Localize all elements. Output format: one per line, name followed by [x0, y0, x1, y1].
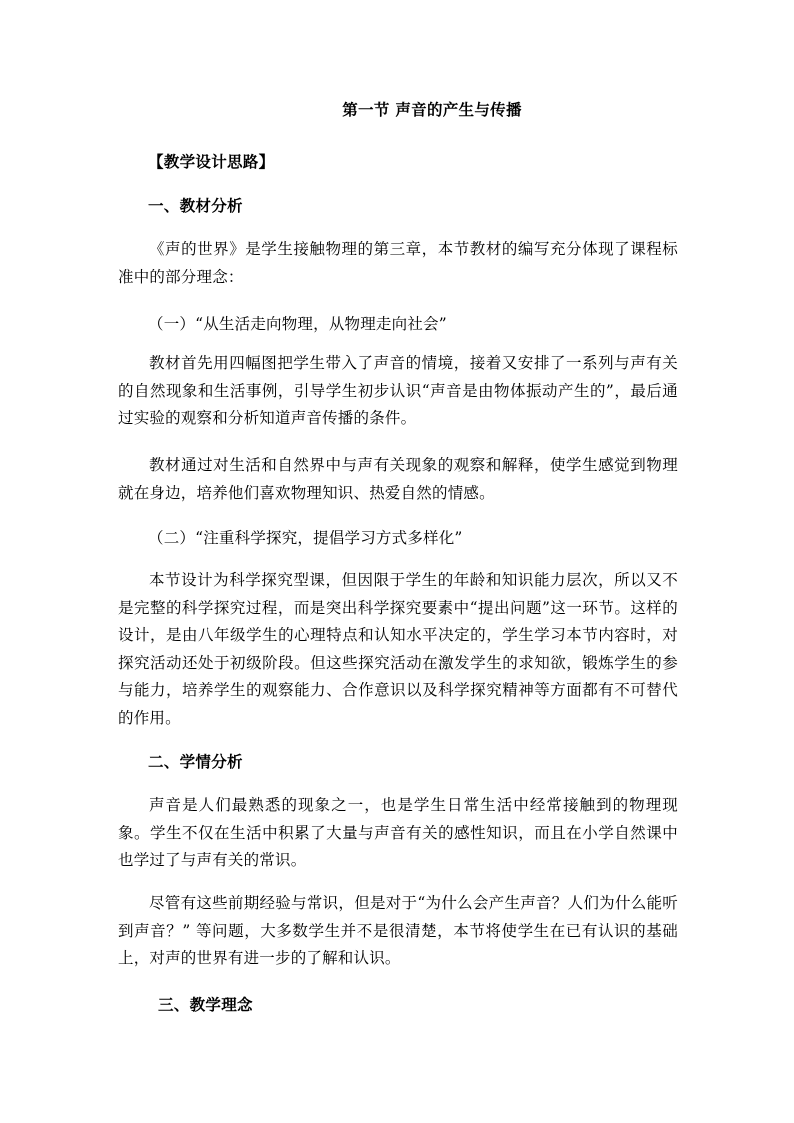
subsection-title-2: （二）“注重科学探究，提倡学习方式多样化”	[148, 529, 463, 547]
section-heading-textbook-analysis: 一、教材分析	[148, 196, 243, 215]
paragraph-sub2-1: 本节设计为科学探究型课，但因限于学生的年龄和知识能力层次，所以又不是完整的科学探究过程，而是突出科学探究要素中“提出问题”这一环节。这样的设计，是由八年级学生的心理特点和认知水平决定的，学生学习本节内容时，对探究活动还处于初级阶段。但这些探究活动在激发学生的求知欲，锻炼学生的参与能力，培养学生的观察能力、合作意识以及科学探究精神等方面都有不可替代的作用。	[118, 571, 678, 727]
paragraph-sub1-1: 教材首先用四幅图把学生带入了声音的情境，接着又安排了一系列与声有关的自然现象和生活事例，引导学生初步认识“声音是由物体振动产生的”，最后通过实验的观察和分析知道声音传播的条件。	[118, 354, 678, 427]
paragraph-sub1-2: 教材通过对生活和自然界中与声有关现象的观察和解释，使学生感觉到物理就在身边，培养他们喜欢物理知识、热爱自然的情感。	[118, 456, 678, 502]
section-heading-teaching-philosophy: 三、教学理念	[158, 995, 253, 1014]
paragraph-intro: 《声的世界》是学生接触物理的第三章，本节教材的编写充分体现了课程标准中的部分理念：	[118, 240, 678, 286]
paragraph-learner-2: 尽管有这些前期经验与常识，但是对于“为什么会产生声音？人们为什么能听到声音？” 等问题，大多数学生并不是很清楚，本节将使学生在已有认识的基础上，对声的世界有进一步的了解和认识。	[118, 894, 678, 967]
section-heading-learner-analysis: 二、学情分析	[148, 752, 243, 771]
paragraph-learner-1: 声音是人们最熟悉的现象之一，也是学生日常生活中经常接触到的物理现象。学生不仅在生活中积累了大量与声音有关的感性知识，而且在小学自然课中也学过了与声有关的常识。	[118, 796, 678, 869]
subsection-title-1: （一）“从生活走向物理，从物理走向社会”	[148, 315, 447, 333]
design-heading: 【教学设计思路】	[148, 152, 275, 171]
page-title: 第一节 声音的产生与传播	[342, 100, 522, 119]
